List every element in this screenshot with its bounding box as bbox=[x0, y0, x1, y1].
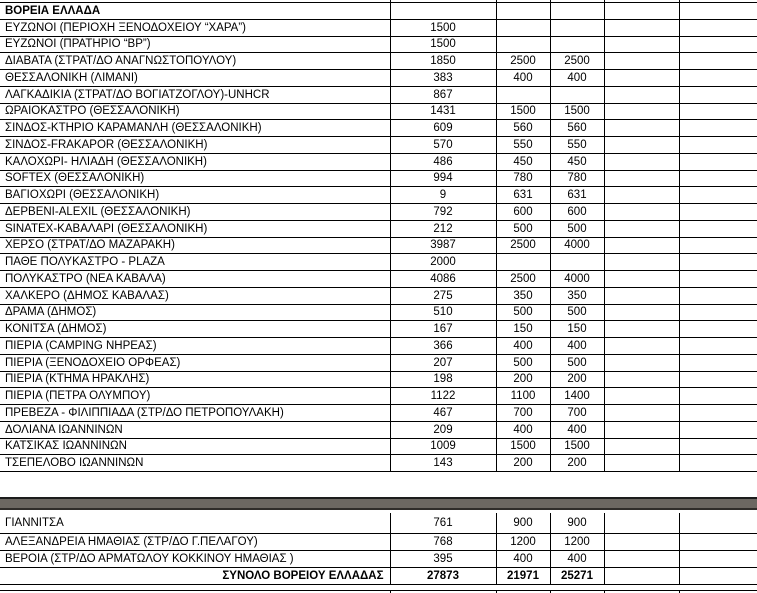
site-name-cell: ΔΙΑΒΑΤΑ (ΣΤΡΑΤ/ΔΟ ΑΝΑΓΝΩΣΤΟΠΟΥΛΟΥ) bbox=[0, 53, 390, 70]
site-name-cell: ΣΙΝΔΟΣ-FRAKAPOR (ΘΕΣΣΑΛΟΝΙΚΗ) bbox=[0, 137, 390, 154]
empty-cell bbox=[604, 204, 679, 221]
value-cell-3: 450 bbox=[550, 153, 604, 170]
value-cell-3: 780 bbox=[550, 170, 604, 187]
section-title: ΒΟΡΕΙΑ ΕΛΛΑΔΑ bbox=[0, 3, 390, 20]
value-cell-3: 400 bbox=[550, 421, 604, 438]
value-cell-2: 500 bbox=[496, 304, 550, 321]
empty-cell bbox=[679, 187, 757, 204]
value-cell-3: 500 bbox=[550, 354, 604, 371]
site-name-cell: ΕΥΖΩΝΟΙ (ΠΡΑΤΗΡΙΟ “BP”) bbox=[0, 36, 390, 53]
empty-cell bbox=[604, 534, 679, 551]
north-greece-table bbox=[0, 2, 757, 472]
empty-cell bbox=[604, 388, 679, 405]
empty-cell bbox=[390, 3, 496, 20]
site-name-cell: SINATEX-ΚΑΒΑΛΑΡΙ (ΘΕΣΣΑΛΟΝΙΚΗ) bbox=[0, 220, 390, 237]
empty-cell bbox=[679, 388, 757, 405]
value-cell-3: 1500 bbox=[550, 103, 604, 120]
empty-cell bbox=[679, 271, 757, 288]
site-name-cell: ΚΑΤΣΙΚΑΣ ΙΩΑΝΝΙΝΩΝ bbox=[0, 438, 390, 455]
value-cell-1: 212 bbox=[390, 220, 496, 237]
value-cell-1: 1500 bbox=[390, 19, 496, 36]
empty-cell bbox=[679, 321, 757, 338]
table-row bbox=[0, 405, 757, 422]
value-cell-1: 3987 bbox=[390, 237, 496, 254]
site-name-cell: ΘΕΣΣΑΛΟΝΙΚΗ (ΛΙΜΑΝΙ) bbox=[0, 70, 390, 87]
north-greece-table-continued bbox=[0, 513, 757, 585]
table-row bbox=[0, 19, 757, 36]
value-cell-1: 275 bbox=[390, 287, 496, 304]
empty-cell bbox=[679, 338, 757, 355]
empty-cell bbox=[679, 304, 757, 321]
empty-cell bbox=[679, 254, 757, 271]
table-row bbox=[0, 187, 757, 204]
value-cell-1: 1850 bbox=[390, 53, 496, 70]
site-name-cell: ΠΙΕΡΙΑ (CAMPING ΝΗΡΕΑΣ) bbox=[0, 338, 390, 355]
value-cell-2: 2500 bbox=[496, 271, 550, 288]
value-cell-2: 631 bbox=[496, 187, 550, 204]
site-name-cell: ΧΕΡΣΟ (ΣΤΡΑΤ/ΔΟ ΜΑΖΑΡΑΚΗ) bbox=[0, 237, 390, 254]
empty-cell bbox=[604, 354, 679, 371]
empty-cell bbox=[679, 86, 757, 103]
site-name-cell: ΠΙΕΡΙΑ (ΠΕΤΡΑ ΟΛΥΜΠΟΥ) bbox=[0, 388, 390, 405]
value-cell-3: 631 bbox=[550, 187, 604, 204]
empty-cell bbox=[679, 405, 757, 422]
value-cell-1: 207 bbox=[390, 354, 496, 371]
total-row bbox=[0, 567, 757, 584]
site-name-cell: ΔΡΑΜΑ (ΔΗΜΟΣ) bbox=[0, 304, 390, 321]
site-name-cell: ΒΑΓΙΟΧΩΡΙ (ΘΕΣΣΑΛΟΝΙΚΗ) bbox=[0, 187, 390, 204]
empty-cell bbox=[604, 421, 679, 438]
bottom-partial-row-line bbox=[0, 590, 757, 591]
table-row bbox=[0, 304, 757, 321]
value-cell-2: 900 bbox=[496, 513, 550, 534]
value-cell-2: 200 bbox=[496, 455, 550, 472]
table-row bbox=[0, 103, 757, 120]
value-cell-3: 350 bbox=[550, 287, 604, 304]
value-cell-2: 560 bbox=[496, 120, 550, 137]
table-row bbox=[0, 220, 757, 237]
site-name-cell: ΤΣΕΠΕΛΟΒΟ ΙΩΑΝΝΙΝΩΝ bbox=[0, 455, 390, 472]
value-cell-2: 400 bbox=[496, 70, 550, 87]
value-cell-1: 867 bbox=[390, 86, 496, 103]
empty-cell bbox=[604, 254, 679, 271]
total-value-2: 21971 bbox=[496, 567, 550, 584]
site-name-cell: ΠΟΛΥΚΑΣΤΡΟ (ΝΕΑ ΚΑΒΑΛΑ) bbox=[0, 271, 390, 288]
site-name-cell: ΩΡΑΙΟΚΑΣΤΡΟ (ΘΕΣΣΑΛΟΝΙΚΗ) bbox=[0, 103, 390, 120]
site-name-cell: ΚΑΛΟΧΩΡΙ- ΗΛΙΑΔΗ (ΘΕΣΣΑΛΟΝΙΚΗ) bbox=[0, 153, 390, 170]
table-row bbox=[0, 455, 757, 472]
table-row bbox=[0, 86, 757, 103]
value-cell-1: 198 bbox=[390, 371, 496, 388]
value-cell-2: 700 bbox=[496, 405, 550, 422]
value-cell-1: 4086 bbox=[390, 271, 496, 288]
empty-cell bbox=[679, 354, 757, 371]
empty-cell bbox=[550, 3, 604, 20]
value-cell-2: 400 bbox=[496, 550, 550, 567]
empty-cell bbox=[604, 137, 679, 154]
table-row bbox=[0, 287, 757, 304]
empty-cell bbox=[604, 19, 679, 36]
value-cell-2: 1500 bbox=[496, 438, 550, 455]
value-cell-3: 1500 bbox=[550, 438, 604, 455]
empty-cell bbox=[679, 371, 757, 388]
empty-cell bbox=[604, 550, 679, 567]
value-cell-3: 200 bbox=[550, 371, 604, 388]
value-cell-1: 1500 bbox=[390, 36, 496, 53]
value-cell-1: 510 bbox=[390, 304, 496, 321]
table-row bbox=[0, 271, 757, 288]
empty-cell bbox=[604, 304, 679, 321]
value-cell-3: 1400 bbox=[550, 388, 604, 405]
value-cell-3: 500 bbox=[550, 220, 604, 237]
value-cell-1: 792 bbox=[390, 204, 496, 221]
table-row bbox=[0, 371, 757, 388]
empty-cell bbox=[604, 438, 679, 455]
value-cell-2: 1200 bbox=[496, 534, 550, 551]
total-value-1: 27873 bbox=[390, 567, 496, 584]
empty-cell bbox=[679, 287, 757, 304]
empty-cell bbox=[604, 86, 679, 103]
empty-cell bbox=[604, 187, 679, 204]
section-header-row bbox=[0, 3, 757, 20]
value-cell-1: 1122 bbox=[390, 388, 496, 405]
site-name-cell: ΕΥΖΩΝΟΙ (ΠΕΡΙΟΧΗ ΞΕΝΟΔΟΧΕΙΟΥ “ΧΑΡΑ”) bbox=[0, 19, 390, 36]
value-cell-1: 994 bbox=[390, 170, 496, 187]
value-cell-2: 200 bbox=[496, 371, 550, 388]
site-name-cell: ΒΕΡΟΙΑ (ΣΤΡ/ΔΟ ΑΡΜΑΤΩΛΟΥ ΚΟΚΚΙΝΟΥ ΗΜΑΘΙΑΣ ) bbox=[0, 550, 390, 567]
site-name-cell: ΓΙΑΝΝΙΤΣΑ bbox=[0, 513, 390, 534]
table-row bbox=[0, 550, 757, 567]
empty-cell bbox=[604, 170, 679, 187]
value-cell-2: 400 bbox=[496, 421, 550, 438]
value-cell-3: 4000 bbox=[550, 271, 604, 288]
empty-cell bbox=[604, 321, 679, 338]
value-cell-1: 609 bbox=[390, 120, 496, 137]
table-row bbox=[0, 204, 757, 221]
value-cell-3 bbox=[550, 254, 604, 271]
site-name-cell: ΑΛΕΞΑΝΔΡΕΙΑ ΗΜΑΘΙΑΣ (ΣΤΡ/ΔΟ Γ.ΠΕΛΑΓΟΥ) bbox=[0, 534, 390, 551]
empty-cell bbox=[604, 120, 679, 137]
value-cell-1: 383 bbox=[390, 70, 496, 87]
empty-cell bbox=[679, 455, 757, 472]
value-cell-1: 761 bbox=[390, 513, 496, 534]
table-row bbox=[0, 70, 757, 87]
value-cell-1: 1431 bbox=[390, 103, 496, 120]
value-cell-2: 1100 bbox=[496, 388, 550, 405]
empty-cell bbox=[604, 405, 679, 422]
table-row bbox=[0, 513, 757, 534]
section-separator-band bbox=[0, 497, 757, 510]
table-row bbox=[0, 120, 757, 137]
empty-cell bbox=[604, 513, 679, 534]
empty-cell bbox=[679, 170, 757, 187]
value-cell-3: 700 bbox=[550, 405, 604, 422]
table-row bbox=[0, 254, 757, 271]
site-name-cell: ΠΙΕΡΙΑ (ΞΕΝΟΔΟΧΕΙΟ ΟΡΦΕΑΣ) bbox=[0, 354, 390, 371]
table-row bbox=[0, 388, 757, 405]
value-cell-2: 400 bbox=[496, 338, 550, 355]
empty-cell bbox=[679, 36, 757, 53]
value-cell-2 bbox=[496, 254, 550, 271]
value-cell-3: 1200 bbox=[550, 534, 604, 551]
value-cell-2: 500 bbox=[496, 220, 550, 237]
value-cell-3: 550 bbox=[550, 137, 604, 154]
table-row bbox=[0, 237, 757, 254]
value-cell-1: 395 bbox=[390, 550, 496, 567]
value-cell-2: 150 bbox=[496, 321, 550, 338]
value-cell-1: 366 bbox=[390, 338, 496, 355]
value-cell-3: 4000 bbox=[550, 237, 604, 254]
value-cell-1: 143 bbox=[390, 455, 496, 472]
value-cell-1: 1009 bbox=[390, 438, 496, 455]
empty-cell bbox=[679, 153, 757, 170]
site-name-cell: ΠΑΘΕ ΠΟΛΥΚΑΣΤΡΟ - PLAZA bbox=[0, 254, 390, 271]
value-cell-1: 9 bbox=[390, 187, 496, 204]
value-cell-3 bbox=[550, 36, 604, 53]
table-row bbox=[0, 153, 757, 170]
value-cell-1: 167 bbox=[390, 321, 496, 338]
empty-cell bbox=[679, 103, 757, 120]
table-row bbox=[0, 321, 757, 338]
empty-cell bbox=[604, 153, 679, 170]
empty-cell bbox=[496, 3, 550, 20]
site-name-cell: ΔΕΡΒΕΝΙ-ALEXIL (ΘΕΣΣΑΛΟΝΙΚΗ) bbox=[0, 204, 390, 221]
value-cell-3: 400 bbox=[550, 338, 604, 355]
value-cell-3: 400 bbox=[550, 550, 604, 567]
value-cell-3 bbox=[550, 86, 604, 103]
empty-cell bbox=[679, 220, 757, 237]
table-row bbox=[0, 170, 757, 187]
table-row bbox=[0, 338, 757, 355]
value-cell-1: 209 bbox=[390, 421, 496, 438]
value-cell-3: 500 bbox=[550, 304, 604, 321]
value-cell-3: 900 bbox=[550, 513, 604, 534]
table-row bbox=[0, 534, 757, 551]
value-cell-2: 600 bbox=[496, 204, 550, 221]
value-cell-2: 550 bbox=[496, 137, 550, 154]
empty-cell bbox=[604, 271, 679, 288]
site-name-cell: SOFTEX (ΘΕΣΣΑΛΟΝΙΚΗ) bbox=[0, 170, 390, 187]
value-cell-3: 400 bbox=[550, 70, 604, 87]
value-cell-2 bbox=[496, 36, 550, 53]
empty-cell bbox=[604, 287, 679, 304]
empty-cell bbox=[679, 550, 757, 567]
empty-cell bbox=[604, 371, 679, 388]
value-cell-3: 2500 bbox=[550, 53, 604, 70]
value-cell-2 bbox=[496, 19, 550, 36]
value-cell-2: 2500 bbox=[496, 53, 550, 70]
value-cell-3: 600 bbox=[550, 204, 604, 221]
empty-cell bbox=[679, 237, 757, 254]
empty-cell bbox=[604, 3, 679, 20]
value-cell-1: 486 bbox=[390, 153, 496, 170]
site-name-cell: ΠΙΕΡΙΑ (ΚΤΗΜΑ ΗΡΑΚΛΗΣ) bbox=[0, 371, 390, 388]
empty-cell bbox=[679, 19, 757, 36]
site-name-cell: ΠΡΕΒΕΖΑ - ΦΙΛΙΠΠΙΑΔΑ (ΣΤΡ/ΔΟ ΠΕΤΡΟΠΟΥΛΑΚΗ) bbox=[0, 405, 390, 422]
empty-cell bbox=[679, 438, 757, 455]
empty-cell bbox=[679, 513, 757, 534]
empty-cell bbox=[604, 455, 679, 472]
table-row bbox=[0, 421, 757, 438]
empty-cell bbox=[604, 237, 679, 254]
empty-cell bbox=[604, 103, 679, 120]
table-row bbox=[0, 354, 757, 371]
value-cell-1: 768 bbox=[390, 534, 496, 551]
empty-cell bbox=[679, 204, 757, 221]
empty-cell bbox=[604, 70, 679, 87]
site-name-cell: ΣΙΝΔΟΣ-ΚΤΗΡΙΟ ΚΑΡΑΜΑΝΛΗ (ΘΕΣΣΑΛΟΝΙΚΗ) bbox=[0, 120, 390, 137]
empty-cell bbox=[679, 534, 757, 551]
value-cell-3: 200 bbox=[550, 455, 604, 472]
empty-cell bbox=[679, 567, 757, 584]
value-cell-1: 467 bbox=[390, 405, 496, 422]
value-cell-1: 2000 bbox=[390, 254, 496, 271]
total-value-3: 25271 bbox=[550, 567, 604, 584]
empty-cell bbox=[679, 120, 757, 137]
site-name-cell: ΧΑΛΚΕΡΟ (ΔΗΜΟΣ ΚΑΒΑΛΑΣ) bbox=[0, 287, 390, 304]
empty-cell bbox=[604, 567, 679, 584]
value-cell-1: 570 bbox=[390, 137, 496, 154]
empty-cell bbox=[679, 137, 757, 154]
empty-cell bbox=[604, 220, 679, 237]
empty-cell bbox=[679, 53, 757, 70]
empty-cell bbox=[679, 421, 757, 438]
empty-cell bbox=[604, 53, 679, 70]
value-cell-3: 150 bbox=[550, 321, 604, 338]
empty-cell bbox=[604, 36, 679, 53]
value-cell-2: 1500 bbox=[496, 103, 550, 120]
value-cell-2: 450 bbox=[496, 153, 550, 170]
site-name-cell: ΔΟΛΙΑΝΑ ΙΩΑΝΝΙΝΩΝ bbox=[0, 421, 390, 438]
total-label: ΣΥΝΟΛΟ ΒΟΡΕΙΟΥ ΕΛΛΑΔΑΣ bbox=[0, 567, 390, 584]
table-row bbox=[0, 137, 757, 154]
table-row bbox=[0, 53, 757, 70]
site-name-cell: ΚΟΝΙΤΣΑ (ΔΗΜΟΣ) bbox=[0, 321, 390, 338]
empty-cell bbox=[604, 338, 679, 355]
value-cell-2: 350 bbox=[496, 287, 550, 304]
value-cell-2: 2500 bbox=[496, 237, 550, 254]
site-name-cell: ΛΑΓΚΑΔΙΚΙΑ (ΣΤΡΑΤ/ΔΟ ΒΟΓΙΑΤΖΟΓΛΟΥ)-UNHCR bbox=[0, 86, 390, 103]
value-cell-3 bbox=[550, 19, 604, 36]
table-row bbox=[0, 36, 757, 53]
value-cell-2: 500 bbox=[496, 354, 550, 371]
value-cell-2 bbox=[496, 86, 550, 103]
empty-cell bbox=[679, 70, 757, 87]
value-cell-2: 780 bbox=[496, 170, 550, 187]
empty-cell bbox=[679, 3, 757, 20]
table-row bbox=[0, 438, 757, 455]
value-cell-3: 560 bbox=[550, 120, 604, 137]
